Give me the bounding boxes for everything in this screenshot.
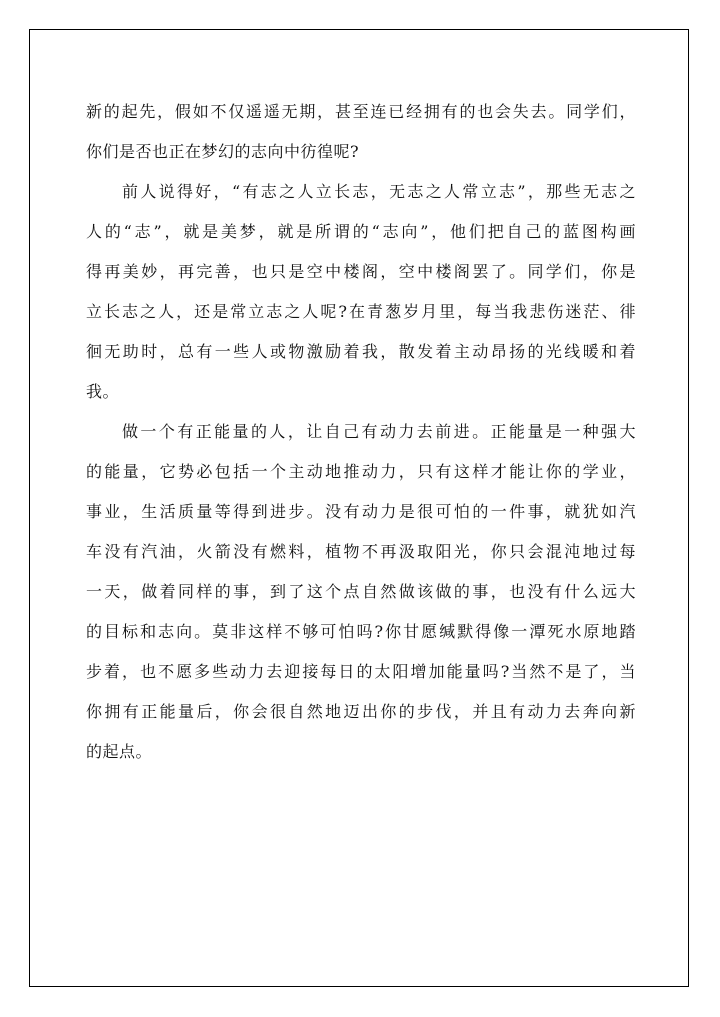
- text-line: 得再美妙，再完善，也只是空中楼阁，空中楼阁罢了。同学们，你是: [86, 262, 636, 281]
- text-line: 的目标和志向。莫非这样不够可怕吗?你甘愿缄默得像一潭死水原地踏: [86, 622, 636, 641]
- text-line: 人的“志”，就是美梦，就是所谓的“志向”，他们把自己的蓝图构画: [86, 222, 636, 241]
- document-body: [86, 92, 636, 772]
- text-line: 的起点。: [86, 742, 153, 761]
- text-line: 我。: [86, 382, 120, 401]
- text-line: 的能量，它势必包括一个主动地推动力，只有这样才能让你的学业，: [86, 462, 636, 481]
- text-line: 立长志之人，还是常立志之人呢?在青葱岁月里，每当我悲伤迷茫、徘: [86, 302, 636, 321]
- text-line: 事业，生活质量等得到进步。没有动力是很可怕的一件事，就犹如汽: [86, 502, 636, 521]
- text-line: 前人说得好，“有志之人立长志，无志之人常立志”，那些无志之: [122, 182, 636, 201]
- text-line: 车没有汽油，火箭没有燃料，植物不再汲取阳光，你只会混沌地过每: [86, 542, 636, 561]
- text-line: 你们是否也正在梦幻的志向中彷徨呢?: [86, 142, 360, 161]
- text-line: 做一个有正能量的人，让自己有动力去前进。正能量是一种强大: [122, 422, 636, 441]
- text-line: 徊无助时，总有一些人或物激励着我，散发着主动昂扬的光线暖和着: [86, 342, 636, 361]
- text-line: 步着，也不愿多些动力去迎接每日的太阳增加能量吗?当然不是了，当: [86, 662, 636, 681]
- text-line: 你拥有正能量后，你会很自然地迈出你的步伐，并且有动力去奔向新: [86, 702, 636, 721]
- text-line: 新的起先，假如不仅遥遥无期，甚至连已经拥有的也会失去。同学们，: [86, 102, 636, 121]
- text-line: 一天，做着同样的事，到了这个点自然做该做的事，也没有什么远大: [86, 582, 636, 601]
